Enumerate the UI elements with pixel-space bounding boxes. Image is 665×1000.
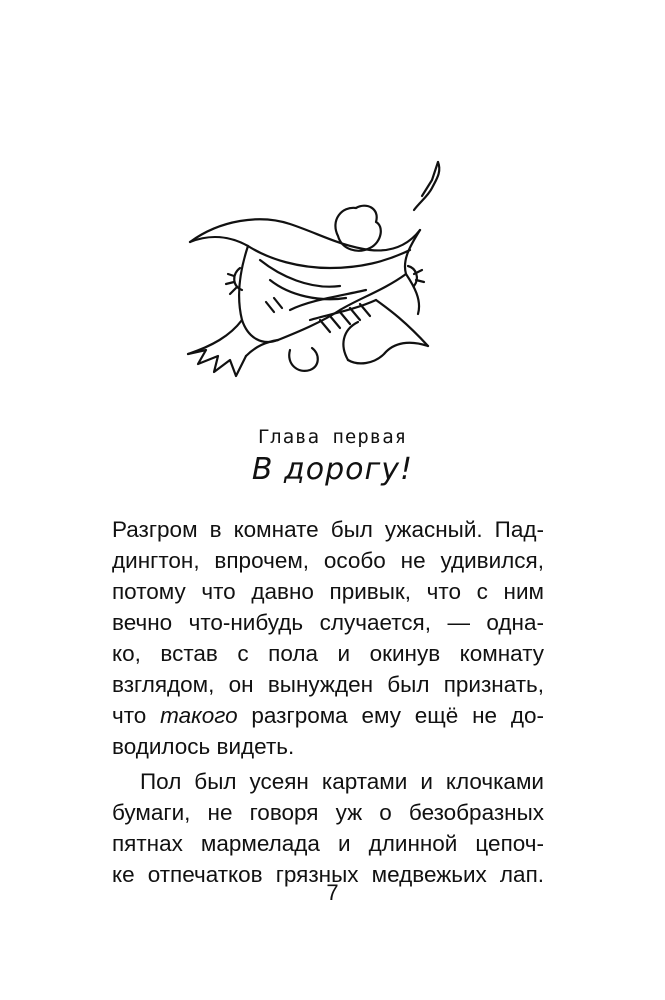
text-line: Пол был усеян картами и клочками (140, 769, 544, 794)
text-line: бумаги, не говоря уж о безобразных (112, 800, 544, 825)
text-line: взглядом, он вынужден был признать, (112, 672, 544, 697)
chapter-title: В дорогу! (251, 452, 414, 487)
text-line: потому что давно привык, что с ним (112, 579, 544, 604)
text-line: ко, встав с пола и окинув комнату (112, 641, 544, 666)
text-line: вечно что-нибудь случается, — одна- (112, 610, 544, 635)
text-line: дингтон, впрочем, особо не удивился, (112, 548, 544, 573)
page-number: 7 (326, 880, 339, 905)
text-line: пятнах мармелада и длинной цепоч- (112, 831, 544, 856)
text-line: ке отпечатков грязных медвежьих лап. (112, 862, 544, 887)
chapter-label: Глава первая (257, 426, 408, 448)
paddington-parachute-illustration (170, 150, 450, 390)
italic-emphasis: такого (160, 703, 238, 728)
text-line: Разгром в комнате был ужасный. Пад- (112, 517, 544, 542)
text-line: водилось видеть. (112, 734, 295, 759)
text-line: что такого разгрома ему ещё не до- (112, 703, 544, 728)
